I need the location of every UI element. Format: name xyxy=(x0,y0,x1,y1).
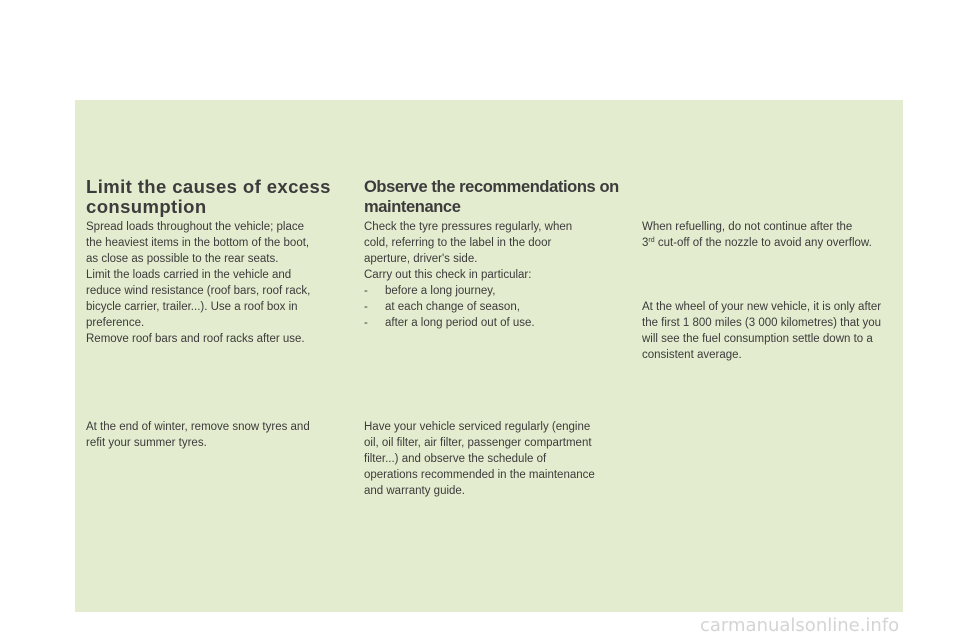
text-line: cold, referring to the label in the door xyxy=(364,237,552,249)
text-line: At the end of winter, remove snow tyres and xyxy=(86,421,310,433)
ordinal-suffix: rd xyxy=(648,237,655,244)
text-line: Carry out this check in particular: xyxy=(364,269,532,281)
text-line: refit your summer tyres. xyxy=(86,437,207,449)
text-line: At the wheel of your new vehicle, it is only after xyxy=(642,301,882,313)
watermark-logo: carmanualsonline.info xyxy=(700,615,900,636)
heading-excess-consumption: Limit the causes of excess consumption xyxy=(86,176,331,217)
text-line: and warranty guide. xyxy=(364,485,466,497)
text-line: consistent average. xyxy=(642,349,742,361)
text-line: When refuelling, do not continue after the xyxy=(642,221,853,233)
text-line: filter...) and observe the schedule of xyxy=(364,453,547,465)
text-line: bicycle carrier, trailer...). Use a roof box in xyxy=(86,301,298,313)
text-line: will see the fuel consumption settle down to a xyxy=(642,333,873,345)
text-line: the first 1 800 miles (3 000 kilometres) that you xyxy=(642,317,882,329)
text-line: the heaviest items in the bottom of the boot, xyxy=(86,237,310,249)
text-line: reduce wind resistance (roof bars, roof rack, xyxy=(86,285,311,297)
new-vehicle-text xyxy=(642,299,907,363)
text-line: Limit the loads carried in the vehicle and xyxy=(86,269,292,281)
list-item: - before a long journey, xyxy=(364,283,624,299)
text-fragment: cut-off of the nozzle to avoid any overflow. xyxy=(654,237,872,249)
text-line: preference. xyxy=(86,317,145,329)
text-line: aperture, driver's side. xyxy=(364,253,478,265)
tyre-check-list xyxy=(364,283,624,331)
text-line: Spread loads throughout the vehicle; place xyxy=(86,221,305,233)
load-advice-text xyxy=(86,219,346,347)
winter-tyres-text xyxy=(86,419,346,451)
text-line: oil, oil filter, air filter, passenger compartment xyxy=(364,437,592,449)
tyre-pressure-text xyxy=(364,219,624,331)
text-line: operations recommended in the maintenance xyxy=(364,469,595,481)
heading-maintenance: Observe the recommendations on maintenance xyxy=(364,178,619,216)
text-line: Remove roof bars and roof racks after use. xyxy=(86,333,305,345)
servicing-text xyxy=(364,419,624,499)
list-item: - at each change of season, xyxy=(364,299,624,315)
text-line xyxy=(642,235,902,251)
ordinal-number: 3 xyxy=(642,237,649,249)
refuelling-text xyxy=(642,219,902,251)
text-line: as close as possible to the rear seats. xyxy=(86,253,279,265)
text-line: Have your vehicle serviced regularly (engine xyxy=(364,421,591,433)
list-item: - after a long period out of use. xyxy=(364,315,624,331)
text-line: Check the tyre pressures regularly, when xyxy=(364,221,573,233)
